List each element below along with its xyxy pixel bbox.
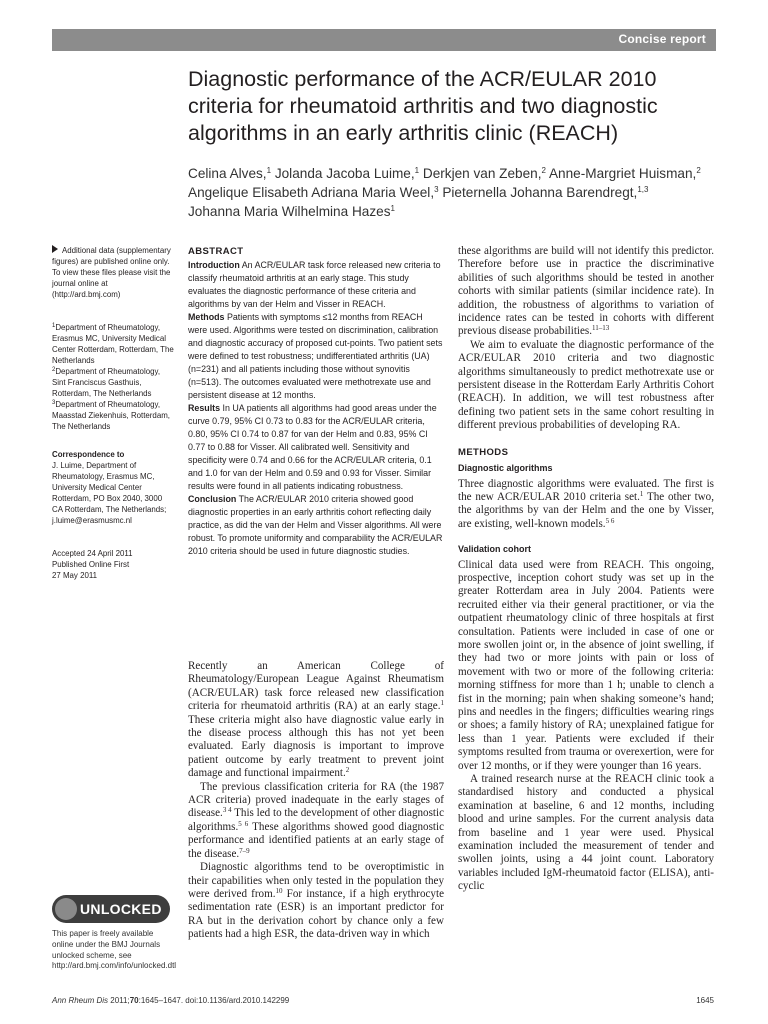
- abstract-methods: Methods Patients with symptoms ≤12 months from REACH were used. Algorithms were tested on discrimination, calibration and diagnostic accuracy of proposed cut-points. Two patient sets were defined to test robustness; undifferentiated arthritis (UA) (n=231) and all patients including those without synovitis (n=513). The outcomes evaluated were methotrexate use and persistent disease at 12 months.: [188, 312, 443, 400]
- affiliation-2: $^2$Department of Rheumatology, Sint Franciscus Gasthuis, Rotterdam, The Netherlands: [52, 367, 161, 398]
- correspondence-address: J. Luime, Department of Rheumatology, Erasmus MC, University Medical Center Rotterdam, PO Box 2040, 3000 CA Rotterdam, The Netherlands;: [52, 461, 167, 514]
- citation-footer: Ann Rheum Dis 2011;70:1645–1647. doi:10.1136/ard.2010.142299: [52, 996, 290, 1005]
- diagnostic-algorithms-heading: Diagnostic algorithms: [458, 463, 553, 474]
- page-number: 1645: [696, 996, 714, 1005]
- article-dates: [52, 548, 174, 581]
- body-paragraph: We aim to evaluate the diagnostic performance of the ACR/EULAR 2010 criteria and two diagnostic algorithms simultaneously to predict methotrexate use or persistent disease in the Rotterdam Early Arthritis Cohort (REACH). In addition, we will test robustness after defining two patient sets in the same cohort resulting in different previous probabilities of developing RA.: [458, 338, 714, 432]
- body-paragraph: The previous classification criteria for RA (the 1987 ACR criteria) proved inadequate in the early stages of disease.$^{3 4}$ This led to the development of other diagnostic algorithms.$^{5 6}$ These algorithms showed good diagnostic performance and identified patients at an early stage of the disease.$^{7-9}$: [188, 780, 445, 860]
- lock-icon: [55, 898, 77, 920]
- supplementary-note: Additional data (supplementary figures) are published online only. To view these files please visit the journal online at (http://ard.bmj.com): [52, 246, 171, 299]
- methods-heading: METHODS: [458, 446, 509, 458]
- unlocked-note: This paper is freely available online under the BMJ Journals unlocked scheme, see http://ard.bmj.com/info/unlocked.dtl: [52, 929, 177, 971]
- published-date: 27 May 2011: [52, 571, 98, 580]
- author-list: Celina Alves,$^1$ Jolanda Jacoba Luime,$^1$ Derkjen van Zeben,$^2$ Anne-Margriet Huisman,$^2$ Angelique Elisabeth Adriana Maria Weel,$^3$ Pieternella Johanna Barendregt,$^{1,3}$ Johanna Maria Wilhelmina Hazes$^1$: [188, 166, 701, 219]
- abstract-introduction: Introduction An ACR/EULAR task force released new criteria to classify rheumatoid arthritis at an early stage. This study evaluates the diagnostic performance of these criteria and algorithms by van der Helm and Visser in REACH.: [188, 260, 441, 309]
- accepted-date: Accepted 24 April 2011: [52, 549, 133, 558]
- validation-cohort-heading: Validation cohort: [458, 544, 532, 555]
- abstract-heading: ABSTRACT: [188, 246, 244, 257]
- body-paragraph: these algorithms are build will not identify this predictor. Therefore before use in practice the discriminative abilities of such algorithms should be tested in another cohorts with similar patients (similar incidence rate). In addition, the robustness of algorithms to variation of incidence rates can be tested in cohorts with different previous disease probabilities.$^{11-13}$: [458, 245, 714, 338]
- body-paragraph: A trained research nurse at the REACH clinic took a standardised history and conducted a physical examination at baseline, 6 and 12 months, including blood and urine samples. For the current analysis data from baseline and 1 year were used. Physical examination included the measurement of tender and swollen joints, using a 44 joint count. Laboratory variables included IgM-rheumatoid factor (ELISA), anti-cyclic: [458, 773, 714, 893]
- section-header-bar: [52, 29, 716, 51]
- correspondence: [52, 449, 174, 526]
- affiliation-3: $^3$Department of Rheumatology, Maasstad Ziekenhuis, Rotterdam, The Netherlands: [52, 400, 170, 431]
- body-column-right: [458, 245, 714, 894]
- correspondence-label: Correspondence to: [52, 450, 125, 459]
- article-title: Diagnostic performance of the ACR/EULAR 2010 criteria for rheumatoid arthritis and two diagnostic algorithms in an early arthritis clinic (REACH): [188, 67, 658, 145]
- published-label: Published Online First: [52, 560, 130, 569]
- unlocked-logo: UNLOCKED: [52, 895, 170, 923]
- correspondence-email[interactable]: j.luime@erasmusmc.nl: [52, 516, 132, 525]
- body-paragraph: Three diagnostic algorithms were evaluated. The first is the new ACR/EULAR 2010 criteria set.$^1$ The other two, the algorithms by van der Helm and the one by Visser, are existing, well-known models.$^{5 6}$: [458, 477, 714, 530]
- abstract: [188, 245, 444, 558]
- body-column-left: [188, 660, 444, 942]
- unlocked-badge: [52, 895, 172, 925]
- affiliations: [52, 322, 174, 432]
- abstract-conclusion: Conclusion The ACR/EULAR 2010 criteria showed good diagnostic properties in an early arthritis cohort reflecting daily practice, as did the van der Helm and Visser algorithms. All were robust. To promote uniformity and comparability the ACR/EULAR 2010 criteria should be used in future diagnostic studies.: [188, 494, 443, 556]
- abstract-results: Results In UA patients all algorithms had good areas under the curve 0.79, 95% CI 0.73 to 0.83 for the ACR/EULAR criteria, 0.80, 95% CI 0.74 to 0.87 for van der Helm and 0.83, 95% CI 0.77 to 0.88 for Visser. All calibrated well. Sensitivity and specificity were 0.74 and 0.66 for the ACR/EULAR criteria, 0.1 and 1.0 for van der Helm and 0.59 and 0.93 for Visser. Similar results were found in all patients indicating robustness.: [188, 403, 437, 491]
- body-paragraph: Recently an American College of Rheumatology/European League Against Rheumatism (ACR/EULAR) task force released new classification criteria for rheumatoid arthritis (RA) at an early stage.$^1$ These criteria might also have diagnostic value early in the disease process although this has not yet been evaluated. Early diagnosis is important to improve patient outcome by early treatment to prevent joint damage and functional impairment.$^2$: [188, 660, 444, 780]
- body-paragraph: Clinical data used were from REACH. This ongoing, prospective, inception cohort study was set up in the greater Rotterdam area in July 2004. Patients were recruited either via their general practitioner, or via the outpatient rheumatology clinic of three hospitals at first consultation. Patients were included in case of one or more swollen joint or, in the absence of joint swelling, if they had two or more joints with pain or loss of movement with two or more of the following criteria: morning stiffness for more than 1 h; unable to clench a fist in the morning; pain when shaking someone’s hand; pins and needles in the fingers; difficulties wearing rings or shoes; a family history of RA; unexplained fatigue for less than 1 year. Patients were excluded if their symptoms resulted from trauma or overexertion, were for over 12 months, or if they were younger than 16 years.: [458, 558, 714, 772]
- body-paragraph: Diagnostic algorithms tend to be overoptimistic in their capabilities when only tested in the population they were derived from.$^{10}$ For instance, if a high erythrocyte sedimentation rate (ESR) is an important predictor for RA but in the derivation cohort by chance only a few patients had a high ESR, the data-driven way in which: [188, 861, 444, 941]
- arrow-icon: [52, 245, 58, 253]
- section-label: Concise report: [618, 32, 706, 46]
- affiliation-1: $^1$Department of Rheumatology, Erasmus MC, University Medical Center Rotterdam, Rotterdam, The Netherlands: [52, 323, 174, 365]
